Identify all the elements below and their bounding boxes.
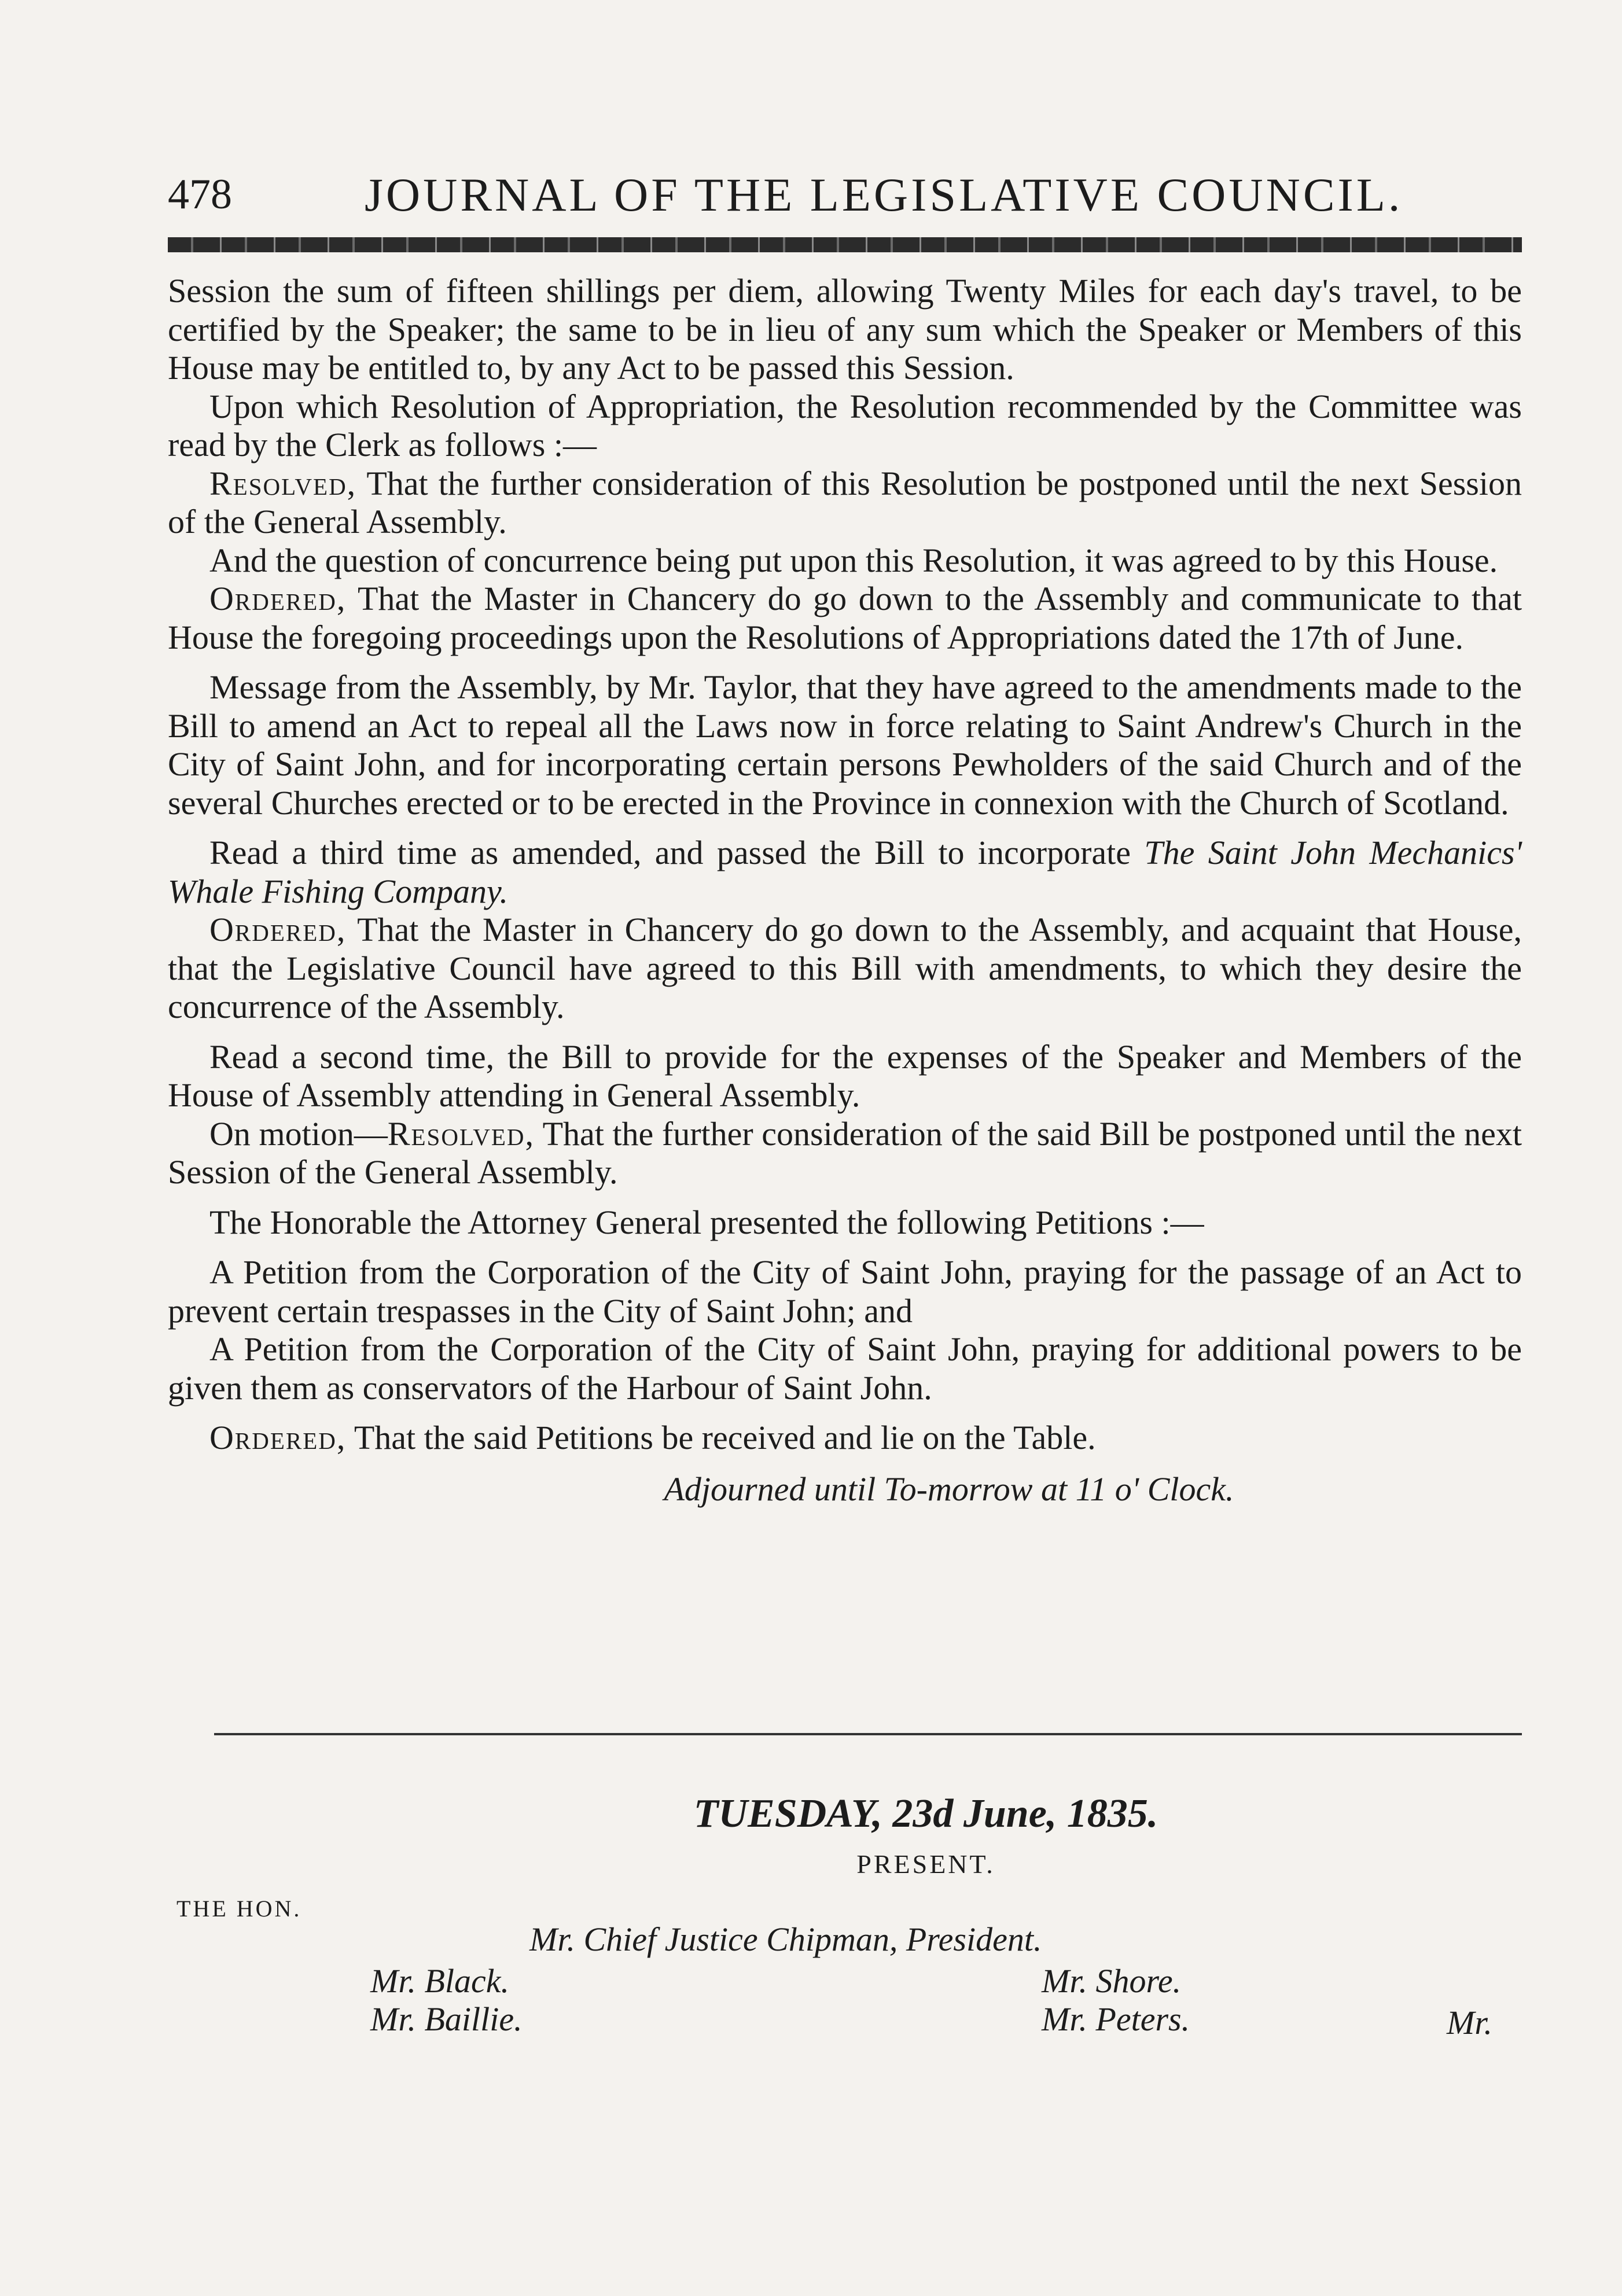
resolved-label: Resolved, bbox=[209, 464, 357, 502]
ordered-label: Ordered, bbox=[209, 580, 347, 617]
paragraph-upon-resolution: Upon which Resolution of Appropriation, the Resolution recommended by the Committee was read by the Clerk as follows :— bbox=[168, 387, 1522, 463]
paragraph-ordered-petitions bbox=[168, 1419, 1522, 1458]
ordered-label-3: Ordered, bbox=[209, 1419, 347, 1456]
day-heading: TUESDAY, 23d June, 1835. bbox=[693, 1791, 1158, 1836]
catchword: Mr. bbox=[1447, 2004, 1492, 2041]
present-label: PRESENT. bbox=[856, 1849, 995, 1879]
paragraph-concurrence: And the question of concurrence being put upon this Resolution, it was agreed to by this House. bbox=[209, 541, 1498, 579]
paragraph-resolved-postpone bbox=[168, 465, 1522, 542]
ordered-text-3: That the said Petitions be received and lie on the Table. bbox=[346, 1419, 1096, 1456]
section-divider bbox=[214, 1733, 1522, 1735]
member-black: Mr. Black. bbox=[370, 1962, 509, 2000]
resolved-text-2: That the further consideration of the said Bill be postponed until the next Session of the General Assembly. bbox=[168, 1114, 1522, 1191]
on-motion-text: On motion— bbox=[209, 1114, 388, 1153]
adjournment-line: Adjourned until To-morrow at 11 o' Clock. bbox=[664, 1470, 1234, 1508]
paragraph-petition-trespasses: A Petition from the Corporation of the City of Saint John, praying for the passage of an Act to prevent certain trespasses in the City of Saint John; and bbox=[168, 1253, 1522, 1330]
paragraph-petition-harbour: A Petition from the Corporation of the City of Saint John, praying for additional powers to be given them as conservators of the Harbour of Saint John. bbox=[168, 1330, 1522, 1407]
ordered-text: That the Master in Chancery do go down to the Assembly and communicate to that House the foregoing proceedings upon the Resolutions of Appropriations dated the 17th of June. bbox=[168, 580, 1522, 656]
paragraph-attorney-general: The Honorable the Attorney General presented the following Petitions :— bbox=[209, 1203, 1204, 1241]
hon-label: THE HON. bbox=[176, 1896, 302, 1922]
paragraph-second-reading: Read a second time, the Bill to provide for the expenses of the Speaker and Members of the House of Assembly attending in General Assembly. bbox=[168, 1037, 1522, 1114]
resolved-label-2: Resolved, bbox=[387, 1114, 535, 1153]
resolved-text: That the further consideration of this Resolution be postponed until the next Session of the General Assembly. bbox=[168, 464, 1522, 540]
paragraph-ordered-master bbox=[168, 580, 1522, 657]
ordered-label-2: Ordered, bbox=[209, 911, 347, 948]
paragraph-ordered-acquaint bbox=[168, 911, 1522, 1026]
paragraph-on-motion bbox=[168, 1115, 1522, 1192]
paragraph-message-assembly: Message from the Assembly, by Mr. Taylor, that they have agreed to the amendments made to the Bill to amend an Act to repeal all the Laws now in force relating to Saint Andrew's Church in the City of Saint John, and for incorporating certain persons Pewholders of the said Church and of the several Churches erected or to be erected in the Province in connexion with the Church of Scotland. bbox=[168, 668, 1522, 822]
running-title: JOURNAL OF THE LEGISLATIVE COUNCIL. bbox=[365, 168, 1403, 221]
header-rule bbox=[168, 237, 1522, 252]
page-number: 478 bbox=[168, 171, 232, 218]
journal-body bbox=[168, 272, 1522, 1508]
paragraph-third-reading bbox=[168, 834, 1522, 911]
page-header bbox=[168, 162, 1522, 226]
member-baillie: Mr. Baillie. bbox=[370, 2000, 523, 2038]
bill-name: The Saint John Mechanics' Whale Fishing Company. bbox=[168, 834, 1522, 910]
member-peters: Mr. Peters. bbox=[1042, 2000, 1190, 2038]
member-shore: Mr. Shore. bbox=[1042, 1962, 1182, 2000]
third-reading-text: Read a third time as amended, and passed the Bill to incorporate bbox=[209, 834, 1145, 871]
paragraph-session-sum: Session the sum of fifteen shillings per diem, allowing Twenty Miles for each day's travel, to be certified by the Speaker; the same to be in lieu of any sum which the Speaker or Members of this House may be entitled to, by any Act to be passed this Session. bbox=[168, 272, 1522, 387]
ordered-text-2: That the Master in Chancery do go down to the Assembly, and acquaint that House, that the Legislative Council have agreed to this Bill with amendments, to which they desire the concurrence of the Assembly. bbox=[168, 911, 1522, 1025]
member-president: Mr. Chief Justice Chipman, President. bbox=[529, 1920, 1042, 1958]
